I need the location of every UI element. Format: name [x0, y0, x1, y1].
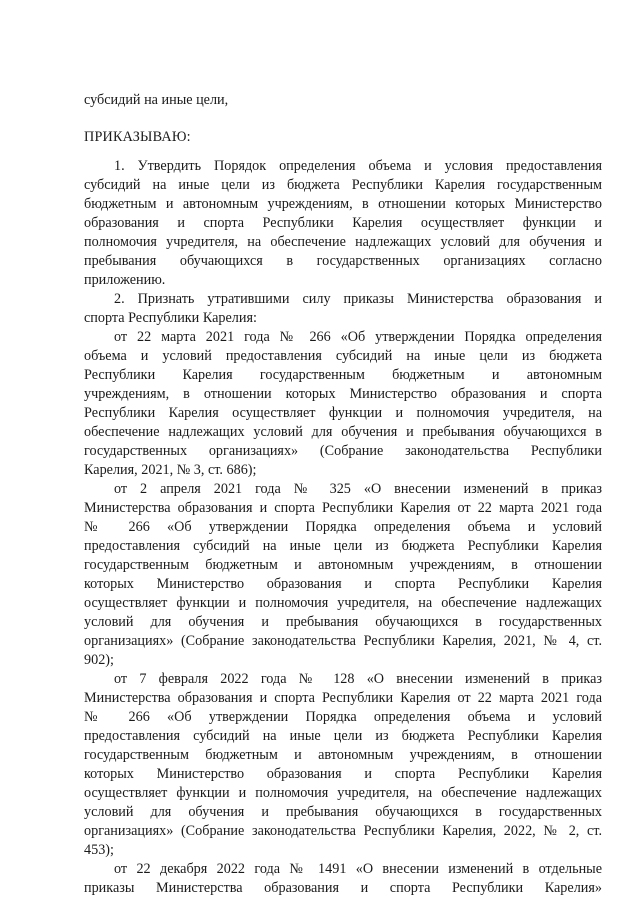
text-line: Министерства образования и спорта Республики Карелия от 22 марта 2021 года — [84, 690, 602, 706]
text-line: 1. Утвердить Порядок определения объема и условия предоставления — [114, 158, 602, 174]
text-line: приказы Министерства образования и спорта Республики Карелия» — [84, 880, 602, 896]
text-line: пребывания обучающихся в государственных организациях согласно — [84, 253, 602, 269]
text-line: государственным бюджетным и автономным учреждениям, в отношении — [84, 557, 602, 573]
text-line: № 266 «Об утверждении Порядка определения объема и условий — [84, 519, 602, 535]
text-line: бюджетным и автономным учреждениям, в отношении которых Министерство — [84, 196, 602, 212]
text-line: 453); — [84, 842, 114, 858]
order-heading: ПРИКАЗЫВАЮ: — [84, 129, 191, 145]
text-line: Карелия, 2021, № 3, ст. 686); — [84, 462, 257, 478]
text-line: 902); — [84, 652, 114, 668]
text-line: условий для обучения и пребывания обучающихся в государственных — [84, 804, 602, 820]
text-line: № 266 «Об утверждении Порядка определения объема и условий — [84, 709, 602, 725]
text-line: обеспечение надлежащих условий для обучения и пребывания обучающихся в — [84, 424, 602, 440]
text-line: полномочия учредителя, на обеспечение надлежащих условий для обучения и — [84, 234, 602, 250]
text-line: приложению. — [84, 272, 166, 288]
text-line: учреждениям, в отношении которых Министерство образования и спорта — [84, 386, 602, 402]
text-line: спорта Республики Карелия: — [84, 310, 257, 326]
text-line: предоставления субсидий на иные цели из бюджета Республики Карелия — [84, 728, 602, 744]
text-line: Республики Карелия государственным бюджетным и автономным — [84, 367, 602, 383]
text-line: предоставления субсидий на иные цели из бюджета Республики Карелия — [84, 538, 602, 554]
text-line: объема и условий предоставления субсидий на иные цели из бюджета — [84, 348, 602, 364]
text-line: которых Министерство образования и спорта Республики Карелия — [84, 576, 602, 592]
text-line: организациях» (Собрание законодательства Республики Карелия, 2022, № 2, ст. — [84, 823, 602, 839]
text-line: условий для обучения и пребывания обучающихся в государственных — [84, 614, 602, 630]
text-line: государственным бюджетным и автономным учреждениям, в отношении — [84, 747, 602, 763]
text-line: субсидий на иные цели, — [84, 92, 229, 108]
text-line: организациях» (Собрание законодательства Республики Карелия, 2021, № 4, ст. — [84, 633, 602, 649]
text-line: субсидий на иные цели из бюджета Республики Карелия государственным — [84, 177, 602, 193]
text-line: 2. Признать утратившими силу приказы Министерства образования и — [114, 291, 602, 307]
text-line: государственных организациях» (Собрание законодательства Республики — [84, 443, 602, 459]
text-line: которых Министерство образования и спорта Республики Карелия — [84, 766, 602, 782]
text-line: от 2 апреля 2021 года № 325 «О внесении изменений в приказ — [114, 481, 602, 497]
text-line: осуществляет функции и полномочия учредителя, на обеспечение надлежащих — [84, 785, 602, 801]
text-line: от 22 декабря 2022 года № 1491 «О внесении изменений в отдельные — [114, 861, 602, 877]
text-line: образования и спорта Республики Карелия осуществляет функции и — [84, 215, 602, 231]
text-line: Республики Карелия осуществляет функции и полномочия учредителя, на — [84, 405, 602, 421]
text-line: Министерства образования и спорта Республики Карелия от 22 марта 2021 года — [84, 500, 602, 516]
text-line: осуществляет функции и полномочия учредителя, на обеспечение надлежащих — [84, 595, 602, 611]
text-line: от 7 февраля 2022 года № 128 «О внесении изменений в приказ — [114, 671, 602, 687]
text-line: от 22 марта 2021 года № 266 «Об утверждении Порядка определения — [114, 329, 602, 345]
